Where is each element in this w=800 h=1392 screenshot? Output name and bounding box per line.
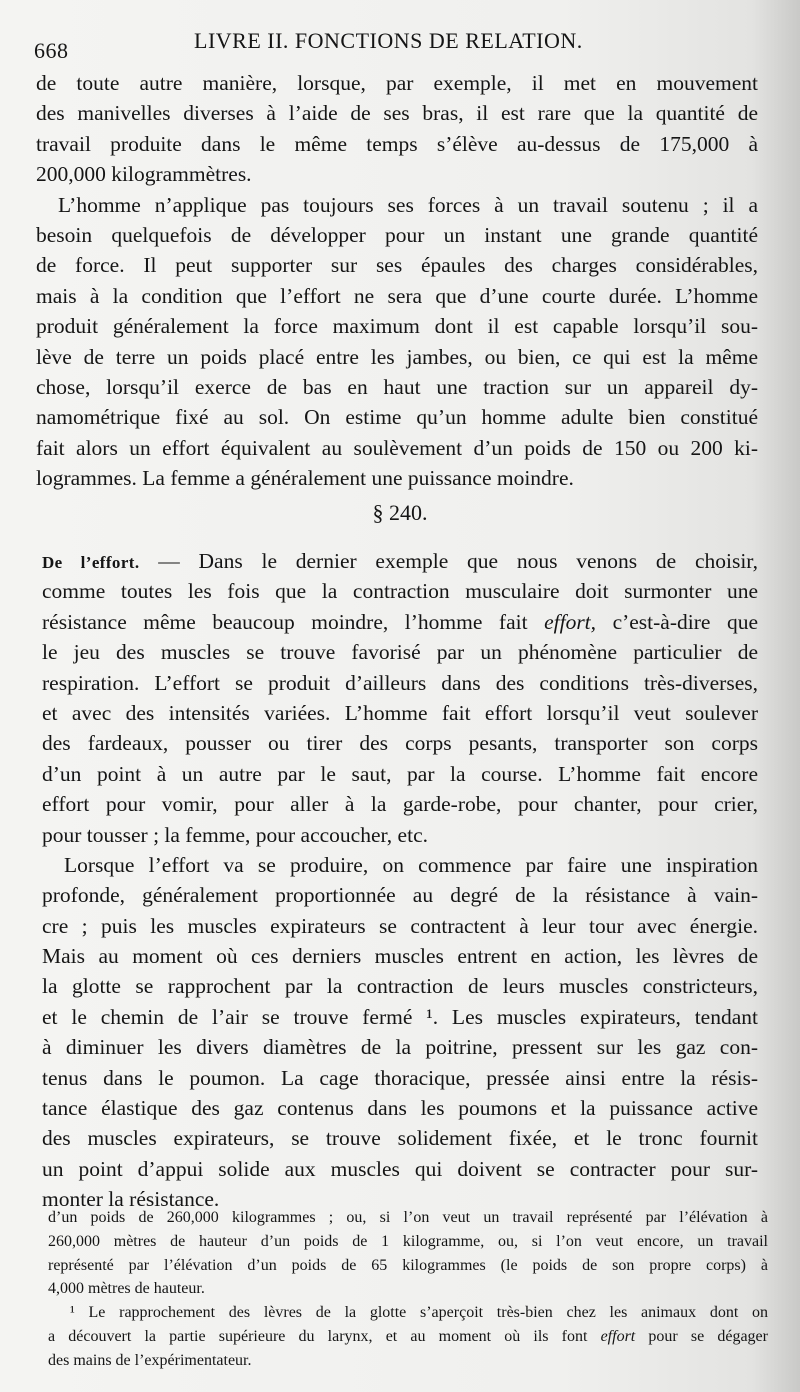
text-fragment: pour se dégager [635,1327,768,1345]
footnote-line [48,1325,768,1349]
text-line: effort pour vomir, pour aller à la garde-robe, pour chanter, pour crier, [42,792,758,817]
page-number: 668 [34,38,69,63]
body-text [36,68,758,493]
text-line: monter la résistance. [42,1187,220,1212]
text-line: fait alors un effort équivalent au soulèvement d’un poids de 150 ou 200 ki- [36,435,758,460]
text-fragment: — Dans le dernier exemple que nous venons de choisir, [139,549,758,573]
text-fragment: c’est-à-dire que [596,609,758,634]
paragraph-force [36,190,758,494]
text-line: pour tousser ; la femme, pour accoucher, etc. [42,822,428,847]
text-line: et avec des intensités variées. L’homme fait effort lorsqu’il veut soulever [42,700,758,725]
text-fragment: résistance même beaucoup moindre, l’homme fait [42,609,545,634]
text-line: d’un point à un autre par le saut, par la course. L’homme fait encore [42,761,758,786]
text-line: namométrique fixé au sol. On estime qu’un homme adulte bien constitué [36,405,758,430]
paragraph-effort-mechanism [42,850,758,1215]
text-line: Mais au moment où ces derniers muscles entrent en action, les lèvres de [42,944,758,969]
text-line: mais à la condition que l’effort ne sera que d’une courte durée. L’homme [36,283,758,308]
page-header [34,28,774,62]
text-line: le jeu des muscles se trouve favorisé par un phénomène particulier de [42,640,758,665]
italic-term: effort [600,1327,636,1345]
footnote-line: d’un poids de 260,000 kilogrammes ; ou, si l’on veut un travail représenté par l’élévation à [48,1209,768,1226]
italic-term: effort, [544,609,597,634]
text-line: 200,000 kilogrammètres. [36,162,252,187]
text-line: Lorsque l’effort va se produire, on commence par faire une inspiration [64,852,758,877]
footnotes [48,1206,768,1373]
text-line [42,546,758,576]
footnote-line: représenté par l’élévation d’un poids de 65 kilogrammes (le poids de son propre corps) à [48,1256,768,1274]
footnote-line: 4,000 mètres de hauteur. [48,1280,205,1298]
text-line [42,607,758,637]
section-title: De l’effort. [42,553,140,572]
text-line: produit généralement la force maximum dont il est capable lorsqu’il sou- [36,314,758,339]
text-line: à diminuer les divers diamètres de la poitrine, pressent sur les gaz con- [42,1035,758,1060]
text-line: de toute autre manière, lorsque, par exemple, il met en mouvement [36,71,758,95]
footnote-line: ¹ Le rapprochement des lèvres de la glotte s’aperçoit très-bien chez les animaux dont on [70,1304,768,1322]
paragraph-continued [36,68,758,190]
text-line: la glotte se rapprochent par la contraction de leurs muscles constricteurs, [42,974,758,999]
text-line: profonde, généralement proportionnée au degré de la résistance à vain- [42,883,758,908]
running-head: LIVRE II. FONCTIONS DE RELATION. [194,28,583,53]
text-line: et le chemin de l’air se trouve fermé ¹. Les muscles expirateurs, tendant [42,1004,758,1029]
text-line: chose, lorsqu’il exerce de bas en haut une traction sur un appareil dy- [36,374,758,399]
paragraph-effort-definition [42,546,758,850]
text-line: travail produite dans le même temps s’élève au-dessus de 175,000 à [36,131,758,156]
text-line: de force. Il peut supporter sur ses épaules des charges considérables, [36,253,758,278]
section-number: § 240. [372,500,428,525]
text-line: L’homme n’applique pas toujours ses forces à un travail soutenu ; il a [58,192,758,217]
text-line: respiration. L’effort se produit d’ailleurs dans des conditions très-diverses, [42,670,758,695]
text-line: besoin quelquefois de développer pour un instant une grande quantité [36,222,758,247]
text-line: logrammes. La femme a généralement une puissance moindre. [36,466,574,491]
text-line: tenus dans le poumon. La cage thoracique, pressée ainsi entre la résis- [42,1065,758,1090]
section-effort [42,546,758,1215]
text-line: cre ; puis les muscles expirateurs se contractent à leur tour avec énergie. [42,913,758,938]
text-line: lève de terre un poids placé entre les jambes, ou bien, ce qui est la même [36,344,758,369]
footnote-1 [48,1301,768,1372]
text-line: des manivelles diverses à l’aide de ses bras, il est rare que la quantité de [36,101,758,126]
text-line: tance élastique des gaz contenus dans les poumons et la puissance active [42,1096,758,1121]
footnote-continued [48,1206,768,1301]
text-line: des muscles expirateurs, se trouve solidement fixée, et le tronc fournit [42,1126,758,1151]
text-line: comme toutes les fois que la contraction musculaire doit surmonter une [42,579,758,604]
text-fragment: a découvert la partie supérieure du larynx, et au moment où ils font [48,1327,601,1345]
text-line: des fardeaux, pousser ou tirer des corps pesants, transporter son corps [42,731,758,756]
footnote-line: des mains de l’expérimentateur. [48,1351,252,1369]
footnote-line: 260,000 mètres de hauteur d’un poids de 1 kilogramme, ou, si l’on veut encore, un travail [48,1232,768,1250]
text-line: un point d’appui solide aux muscles qui doivent se contracter pour sur- [42,1156,758,1181]
